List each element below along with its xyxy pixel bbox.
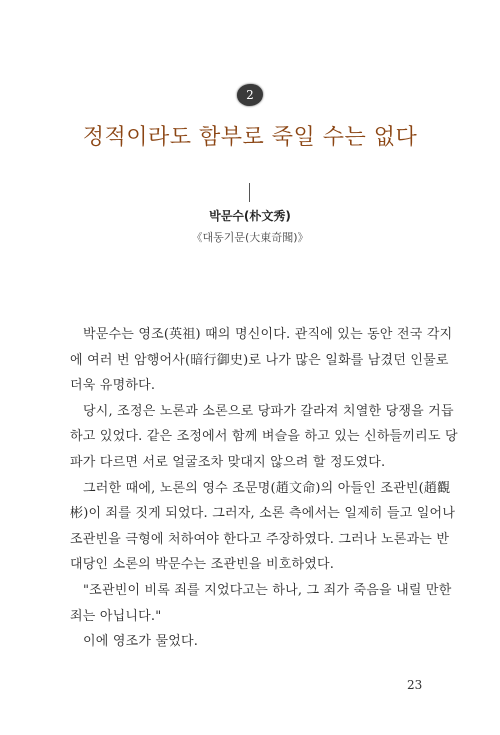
body-line: 대당인 소론의 박문수는 조관빈을 비호하였다. xyxy=(70,557,335,573)
body-line: 彬)이 죄를 짓게 되었다. 그러자, 소론 측에서는 일제히 들고 일어나 xyxy=(70,506,456,522)
body-line: 박문수는 영조(英祖) 때의 명신이다. 관직에 있는 동안 전국 각지 xyxy=(83,327,453,342)
body-line: 더욱 유명하다. xyxy=(70,378,156,394)
author-name: 박문수(朴文秀) xyxy=(209,209,291,223)
body-line: 죄는 아닙니다." xyxy=(70,608,162,624)
chapter-title: 정적이라도 함부로 죽일 수는 없다 xyxy=(82,125,418,150)
body-line: 에 여러 번 암행어사(暗行御史)로 나가 많은 일화를 남겼던 인물로 xyxy=(70,352,449,368)
page-number: 23 xyxy=(407,678,423,692)
body-line: 그러한 때에, 노론의 영수 조문명(趙文命)의 아들인 조관빈(趙觀 xyxy=(83,480,451,496)
title-divider xyxy=(249,183,250,202)
body-line: 당시, 조정은 노론과 소론으로 당파가 갈라져 치열한 당쟁을 거듭 xyxy=(83,403,454,419)
chapter-number-badge: 2 xyxy=(237,84,263,106)
body-line: 하고 있었다. 같은 조정에서 함께 벼슬을 하고 있는 신하들끼리도 당 xyxy=(70,429,458,445)
source-citation: 《대동기문(大東奇聞)》 xyxy=(191,231,309,244)
body-line: "조관빈이 비록 죄를 지었다고는 하나, 그 죄가 죽음을 내릴 만한 xyxy=(83,582,452,598)
body-line: 조관빈을 극형에 처하여야 한다고 주장하였다. 그러나 노론과는 반 xyxy=(70,531,450,547)
body-text xyxy=(70,322,458,655)
body-line: 파가 다르면 서로 얼굴조차 맞대지 않으려 할 정도였다. xyxy=(70,454,386,470)
body-line: 이에 영조가 물었다. xyxy=(83,634,199,650)
